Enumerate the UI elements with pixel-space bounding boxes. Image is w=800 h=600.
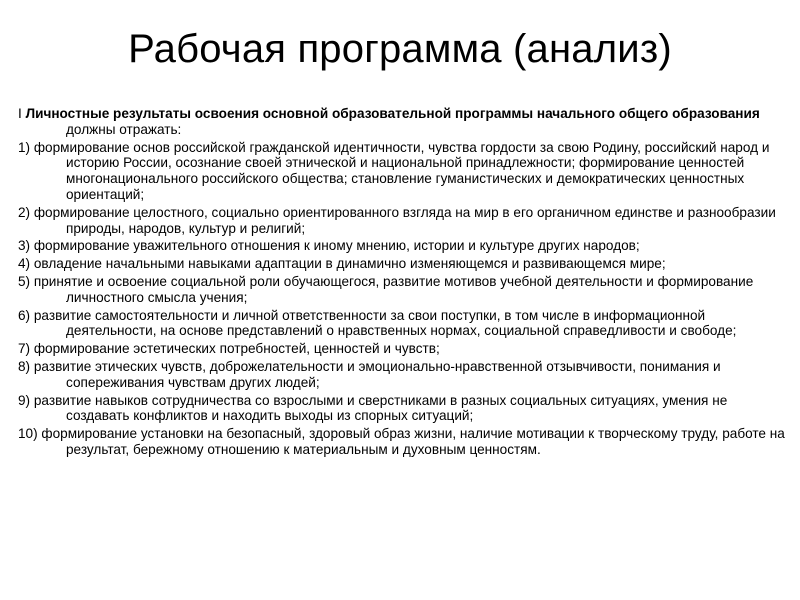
item-number: 1) — [18, 139, 31, 155]
item-text: развитие этических чувств, доброжелательности и эмоционально-нравственной отзывчивости, понимания и сопереживания чувствам других людей; — [30, 358, 721, 390]
item-text: формирование установки на безопасный, здоровый образ жизни, наличие мотивации к творческому труду, работе на результат, бережному отношению к материальным и духовным ценностям. — [37, 426, 785, 457]
item-number: 2) — [18, 204, 31, 220]
item-number: 8) — [18, 358, 31, 374]
item-text: формирование основ российской гражданской идентичности, чувства гордости за свою Родину, российский народ и историю России, осознание своей этнической и национальной принадлежности; формирование ценностей многонационального российского общества; становление гуманистических и демократических ценностных ориентаций; — [30, 139, 770, 202]
item-number: 10) — [18, 426, 38, 442]
item-number: 7) — [18, 341, 31, 357]
intro-paragraph — [18, 106, 786, 138]
item-text: развитие самостоятельности и личной ответственности за свои поступки, в том числе в информационной деятельности, на основе представлений о нравственных нормах, социальной справедливости и свободе; — [30, 307, 737, 339]
intro-rest-text: должны отражать: — [66, 121, 182, 137]
item-number: 4) — [18, 256, 31, 272]
list-item-2 — [18, 205, 786, 237]
list-item-9 — [18, 393, 786, 425]
item-number: 9) — [18, 392, 31, 408]
item-number: 6) — [18, 307, 31, 323]
item-text: формирование уважительного отношения к иному мнению, истории и культуре других народов; — [30, 238, 640, 254]
item-text: формирование целостного, социально ориентированного взгляда на мир в его органичном единстве и разнообразии природы, народов, культур и религий; — [30, 204, 776, 236]
item-number: 3) — [18, 238, 31, 254]
slide-body — [18, 106, 786, 460]
slide-title: Рабочая программа (анализ) — [128, 27, 672, 71]
item-number: 5) — [18, 273, 31, 289]
item-text: овладение начальными навыками адаптации в динамично изменяющемся и развивающемся мире; — [30, 256, 666, 272]
item-text: формирование эстетических потребностей, ценностей и чувств; — [30, 341, 440, 357]
item-text: принятие и освоение социальной роли обучающегося, развитие мотивов учебной деятельности и формирование личностного смысла учения; — [30, 273, 754, 305]
list-item-3 — [18, 238, 786, 254]
list-item-6 — [18, 308, 786, 340]
list-item-5 — [18, 274, 786, 306]
list-item-1 — [18, 140, 786, 203]
list-item-8 — [18, 359, 786, 391]
list-item-4 — [18, 256, 786, 272]
intro-bold-text: Личностные результаты освоения основной образовательной программы начального общего образования — [25, 106, 760, 121]
list-item-7 — [18, 341, 786, 357]
item-text: развитие навыков сотрудничества со взрослыми и сверстниками в разных социальных ситуациях, умения не создавать конфликтов и находить выходы из спорных ситуаций; — [30, 392, 728, 424]
list-item-10 — [18, 426, 786, 458]
intro-prefix: I — [18, 106, 26, 121]
